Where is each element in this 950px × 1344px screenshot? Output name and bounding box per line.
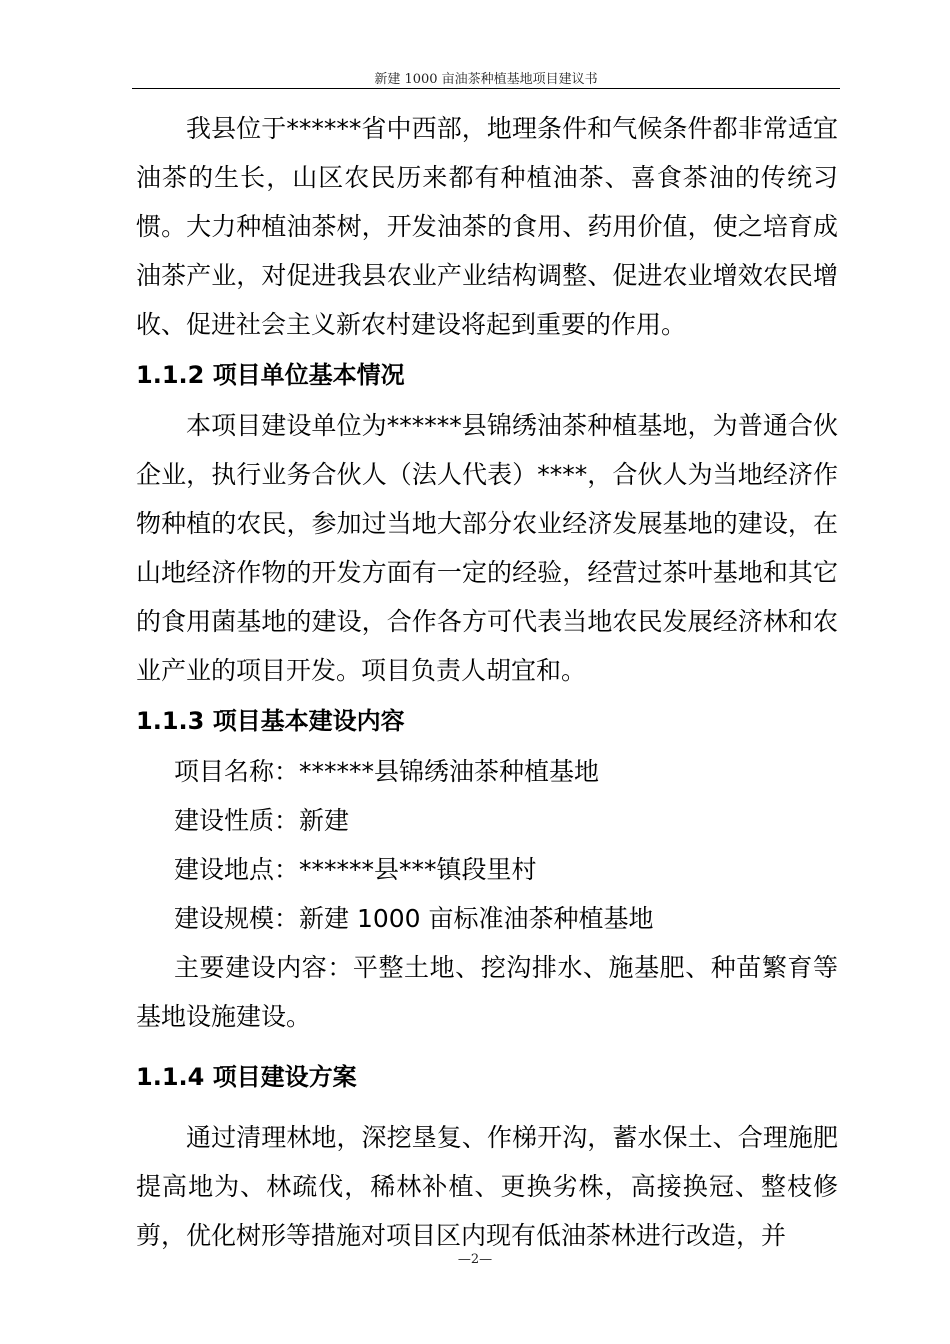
section-heading-1-1-2: 1.1.2 项目单位基本情况 [136, 361, 405, 389]
construction-plan-paragraph: 通过清理林地，深挖垦复、作梯开沟，蓄水保土、合理施肥提高地为、林疏伐，稀林补植、更换劣株，高接换冠、整枝修剪，优化树形等措施对项目区内现有低油茶林进行改造，并 [136, 1123, 838, 1250]
field-construction-location: 建设地点：******县***镇段里村 [174, 855, 537, 884]
field-construction-nature: 建设性质：新建 [174, 806, 350, 835]
page-number: —2— [457, 1252, 493, 1267]
document-body [136, 104, 838, 1260]
page-header: 新建 1000 亩油茶种植基地项目建议书 [374, 72, 598, 87]
unit-info-paragraph: 本项目建设单位为******县锦绣油茶种植基地，为普通合伙企业，执行业务合伙人（法人代表）****，合伙人为当地经济作物种植的农民，参加过当地大部分农业经济发展基地的建设，在山地经济作物的开发方面有一定的经验，经营过茶叶基地和其它的食用菌基地的建设，合作各方可代表当地农民发展经济林和农业产业的项目开发。项目负责人胡宜和。 [136, 411, 838, 685]
field-main-content: 主要建设内容：平整土地、挖沟排水、施基肥、种苗繁育等基地设施建设。 [136, 953, 838, 1031]
section-heading-1-1-4: 1.1.4 项目建设方案 [136, 1063, 357, 1091]
section-heading-1-1-3: 1.1.3 项目基本建设内容 [136, 707, 405, 735]
header-rule [132, 88, 840, 89]
intro-paragraph: 我县位于******省中西部，地理条件和气候条件都非常适宜油茶的生长，山区农民历来都有种植油茶、喜食茶油的传统习惯。大力种植油茶树，开发油茶的食用、药用价值，使之培育成油茶产业，对促进我县农业产业结构调整、促进农业增效农民增收、促进社会主义新农村建设将起到重要的作用。 [136, 114, 838, 339]
field-project-name: 项目名称：******县锦绣油茶种植基地 [174, 757, 600, 786]
field-construction-scale: 建设规模：新建 1000 亩标准油茶种植基地 [174, 904, 654, 933]
